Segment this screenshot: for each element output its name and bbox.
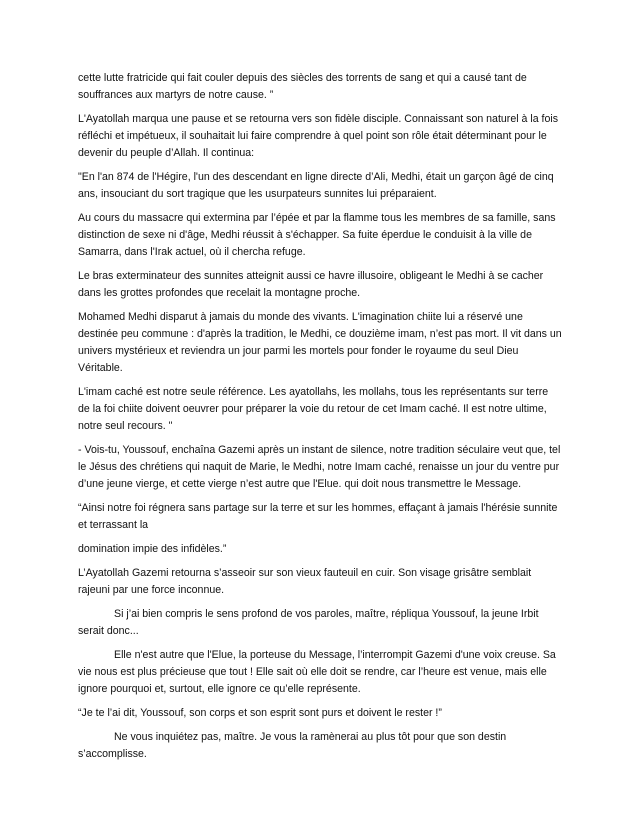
paragraph-14: “Je te l’ai dit, Youssouf, son corps et son esprit sont purs et doivent le rester !”: [78, 707, 442, 719]
paragraph-2: L'Ayatollah marqua une pause et se retourna vers son fidèle disciple. Connaissant son naturel à la fois réfléchi et impétueux, il souhaitait lui faire comprendre à quel point son rôle était déterminant pour le devenir du peuple d’Allah. Il continua:: [78, 113, 559, 159]
paragraph-9: “Ainsi notre foi régnera sans partage sur la terre et sur les hommes, effaçant à jamais l'hérésie sunnite et terrassant la: [78, 502, 558, 531]
document-page: [78, 70, 562, 770]
paragraph-4: Au cours du massacre qui extermina par l’épée et par la flamme tous les membres de sa famille, sans distinction de sexe ni d'âge, Medhi réussit à s'échapper. Sa fuite éperdue le conduisit à la ville de Samarra, dans l'Irak actuel, où il chercha refuge.: [78, 212, 556, 258]
paragraph-10: domination impie des infidèles.”: [78, 543, 227, 555]
paragraph-12: Si j’ai bien compris le sens profond de vos paroles, maître, répliqua Youssouf, la jeune Irbit serait donc...: [78, 608, 539, 637]
paragraph-11: L’Ayatollah Gazemi retourna s’asseoir sur son vieux fauteuil en cuir. Son visage grisâtre semblait rajeuni par une force inconnue.: [78, 567, 532, 596]
paragraph-1: cette lutte fratricide qui fait couler depuis des siècles des torrents de sang et qui a causé tant de souffrances aux martyrs de notre cause. ”: [78, 72, 527, 101]
paragraph-5: Le bras exterminateur des sunnites atteignit aussi ce havre illusoire, obligeant le Medhi à se cacher dans les grottes profondes que recelait la montagne proche.: [78, 270, 544, 299]
paragraph-6: Mohamed Medhi disparut à jamais du monde des vivants. L'imagination chiite lui a réservé une destinée peu commune : d'après la tradition, le Medhi, ce douzième imam, n’est pas mort. Il vit dans un univers mystérieux et reviendra un jour parmi les mortels pour fonder le royaume du seul Dieu Véritable.: [78, 311, 562, 374]
paragraph-7: L'imam caché est notre seule référence. Les ayatollahs, les mollahs, tous les représentants sur terre de la foi chiite doivent oeuvrer pour préparer la voie du retour de cet Imam caché. Il est notre ultime, notre seul recours. ": [78, 386, 549, 432]
paragraph-13: Elle n'est autre que l'Elue, la porteuse du Message, l’interrompit Gazemi d'une voix creuse. Sa vie nous est plus précieuse que tout ! Elle sait où elle doit se rendre, car l’heure est venue, mais elle ignore pourquoi et, surtout, elle ignore ce qu’elle représente.: [78, 649, 556, 695]
paragraph-15: Ne vous inquiétez pas, maître. Je vous la ramènerai au plus tôt pour que son destin s’accomplisse.: [78, 731, 507, 760]
paragraph-8: - Vois-tu, Youssouf, enchaîna Gazemi après un instant de silence, notre tradition séculaire veut que, tel le Jésus des chrétiens qui naquit de Marie, le Medhi, notre Imam caché, renaisse un jour du ventre pur d’une jeune vierge, et cette vierge n’est autre que l'Elue. qui doit nous transmettre le Message.: [78, 444, 561, 490]
paragraph-3: "En l'an 874 de l'Hégire, l'un des descendant en ligne directe d’Ali, Medhi, était un garçon âgé de cinq ans, insouciant du sort tragique que les usurpateurs sunnites lui préparaient.: [78, 171, 554, 200]
